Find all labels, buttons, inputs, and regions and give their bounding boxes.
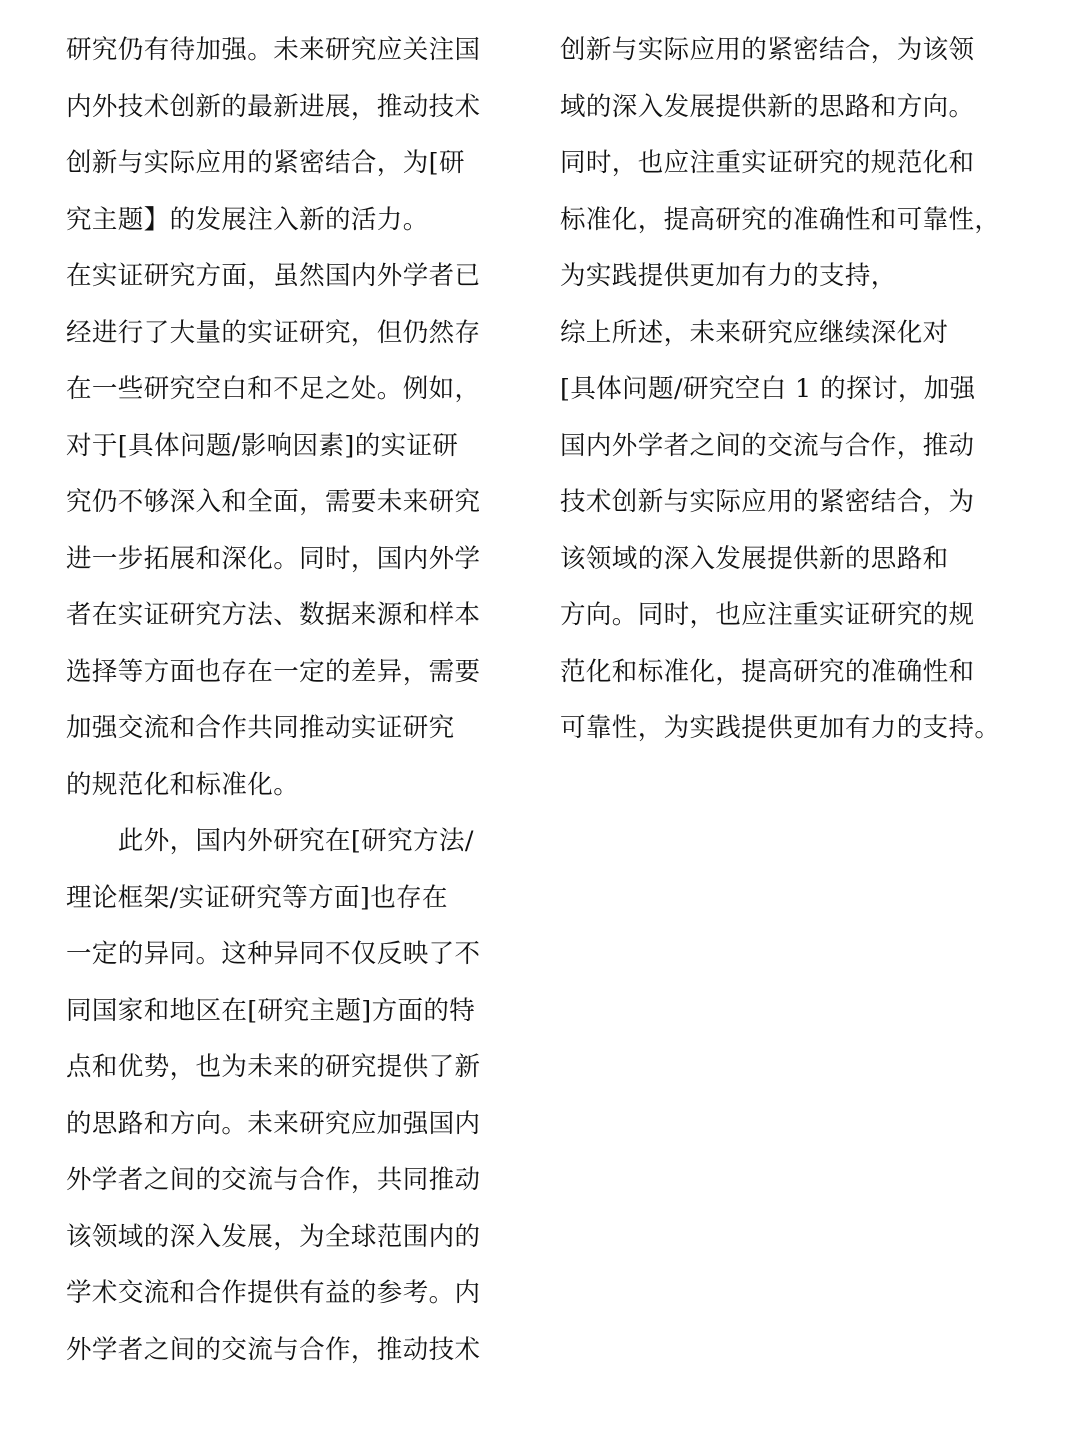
text-line: 研究仍有待加强。未来研究应关注国 xyxy=(66,35,481,65)
text-line: 加强交流和合作共同推动实证研究 xyxy=(66,713,455,743)
text-line: 技术创新与实际应用的紧密结合，为 xyxy=(560,487,975,517)
text-line: 国内外学者之间的交流与合作，推动 xyxy=(560,430,975,461)
text-line: 的思路和方向。未来研究应加强国内 xyxy=(66,1108,481,1139)
text-line: 此外，国内外研究在[研究方法/ xyxy=(66,826,474,856)
text-line: 学术交流和合作提供有益的参考。内 xyxy=(66,1278,481,1308)
text-line: 究仍不够深入和全面，需要未来研究 xyxy=(66,487,481,517)
text-line: 点和优势，也为未来的研究提供了新 xyxy=(66,1052,481,1082)
text-line: 为实践提供更加有力的支持， xyxy=(560,261,897,291)
text-line: 创新与实际应用的紧密结合，为该领 xyxy=(560,35,975,65)
text-line: 同时，也应注重实证研究的规范化和 xyxy=(560,148,975,178)
text-line: 选择等方面也存在一定的差异，需要 xyxy=(66,656,481,687)
text-line: 在一些研究空白和不足之处。例如， xyxy=(66,374,481,404)
text-line: 的规范化和标准化。 xyxy=(66,769,300,800)
right-text-column xyxy=(560,22,1030,757)
text-line: 范化和标准化，提高研究的准确性和 xyxy=(560,656,975,687)
left-text-column xyxy=(66,22,524,1378)
text-line: 经进行了大量的实证研究，但仍然存 xyxy=(66,317,481,348)
text-line: 究主题】的发展注入新的活力。 xyxy=(66,204,429,235)
text-line: 对于[具体问题/影响因素]的实证研 xyxy=(66,430,459,461)
text-line: 一定的异同。这种异同不仅反映了不 xyxy=(66,939,481,969)
text-line: 该领域的深入发展，为全球范围内的 xyxy=(66,1221,481,1252)
text-line: 该领域的深入发展提供新的思路和 xyxy=(560,543,949,574)
text-line: 标准化，提高研究的准确性和可靠性， xyxy=(560,204,1001,235)
text-line: 外学者之间的交流与合作，推动技术 xyxy=(66,1334,481,1365)
text-line: 域的深入发展提供新的思路和方向。 xyxy=(560,91,975,122)
text-line: 在实证研究方面，虽然国内外学者已 xyxy=(66,261,481,291)
text-line: [具体问题/研究空白 1 的探讨，加强 xyxy=(560,374,976,404)
text-line: 进一步拓展和深化。同时，国内外学 xyxy=(66,543,481,574)
text-line: 方向。同时，也应注重实证研究的规 xyxy=(560,600,975,630)
text-line: 外学者之间的交流与合作，共同推动 xyxy=(66,1165,481,1195)
text-line: 同国家和地区在[研究主题]方面的特 xyxy=(66,995,476,1026)
text-line: 内外技术创新的最新进展，推动技术 xyxy=(66,91,481,122)
text-line: 理论框架/实证研究等方面]也存在 xyxy=(66,882,448,913)
text-line: 可靠性，为实践提供更加有力的支持。 xyxy=(560,713,1001,743)
text-line: 者在实证研究方法、数据来源和样本 xyxy=(66,600,481,630)
text-line: 综上所述，未来研究应继续深化对 xyxy=(560,317,949,348)
text-line: 创新与实际应用的紧密结合，为[研 xyxy=(66,148,465,178)
